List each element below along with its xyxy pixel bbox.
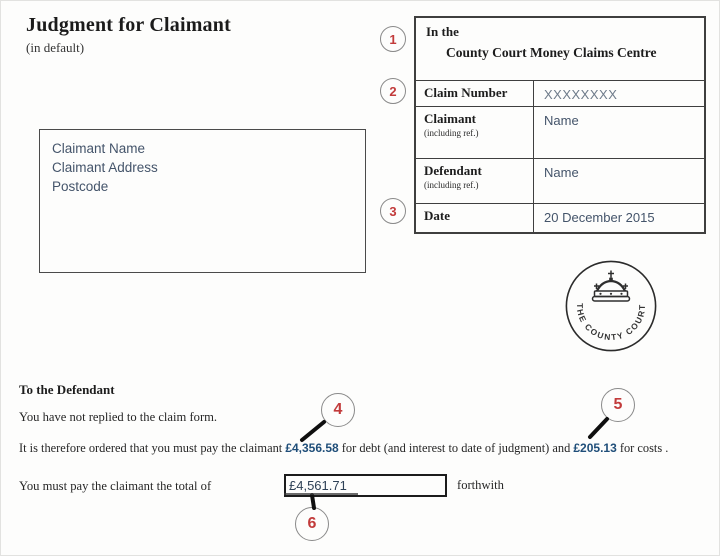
address-line-address: Claimant Address	[52, 160, 158, 176]
ordered-text-post: for costs .	[616, 441, 669, 455]
defendant-label: Defendant	[424, 163, 482, 178]
annotation-marker-5: 5	[601, 388, 635, 422]
leader-line-5	[590, 419, 607, 437]
claimant-label: Claimant	[424, 111, 476, 126]
annotation-marker-1: 1	[380, 26, 406, 52]
total-of-text: You must pay the claimant the total of	[19, 479, 212, 493]
in-the-label: In the	[426, 24, 459, 39]
page-subtitle: (in default)	[26, 40, 85, 55]
defendant-value: Name	[544, 165, 579, 180]
costs-amount: £205.13	[573, 441, 617, 455]
table-row-claimant	[416, 106, 704, 158]
leader-line-4	[302, 422, 324, 440]
claim-number-value: XXXXXXXX	[544, 87, 618, 102]
date-label: Date	[424, 208, 450, 223]
title-block	[26, 14, 231, 56]
address-line-name: Claimant Name	[52, 141, 146, 156]
table-row-date	[416, 203, 704, 232]
claimant-address-box	[39, 129, 366, 273]
ordered-text-pre: It is therefore ordered that you must pay the claimant	[19, 441, 286, 455]
annotation-marker-2: 2	[380, 78, 406, 104]
claim-number-label: Claim Number	[424, 85, 508, 100]
claimant-ref-note: (including ref.)	[424, 128, 479, 138]
not-replied-text: You have not replied to the claim form.	[19, 410, 218, 424]
court-name: County Court Money Claims Centre	[446, 45, 657, 60]
to-the-defendant-heading: To the Defendant	[19, 382, 115, 397]
seal-text: THE COUNTY COURT	[574, 303, 648, 343]
ordered-text-mid: for debt (and interest to date of judgment) and	[338, 441, 574, 455]
annotation-marker-3: 3	[380, 198, 406, 224]
court-header-row	[416, 18, 704, 80]
total-amount-value: £4,561.71	[289, 478, 347, 493]
ordered-to-pay-text	[19, 441, 668, 456]
court-info-table	[414, 16, 706, 234]
date-value: 20 December 2015	[544, 210, 655, 225]
defendant-ref-note: (including ref.)	[424, 180, 479, 190]
forthwith-text: forthwith	[457, 478, 504, 492]
table-row-claim-number	[416, 80, 704, 106]
address-line-postcode: Postcode	[52, 179, 109, 195]
table-row-defendant	[416, 158, 704, 203]
annotation-marker-6: 6	[295, 507, 329, 541]
debt-amount: £4,356.58	[285, 441, 339, 455]
claimant-value: Name	[544, 113, 579, 128]
annotation-marker-4: 4	[321, 393, 355, 427]
county-court-seal	[563, 258, 659, 354]
page-title: Judgment for Claimant	[26, 14, 231, 36]
total-amount-box	[284, 474, 447, 497]
